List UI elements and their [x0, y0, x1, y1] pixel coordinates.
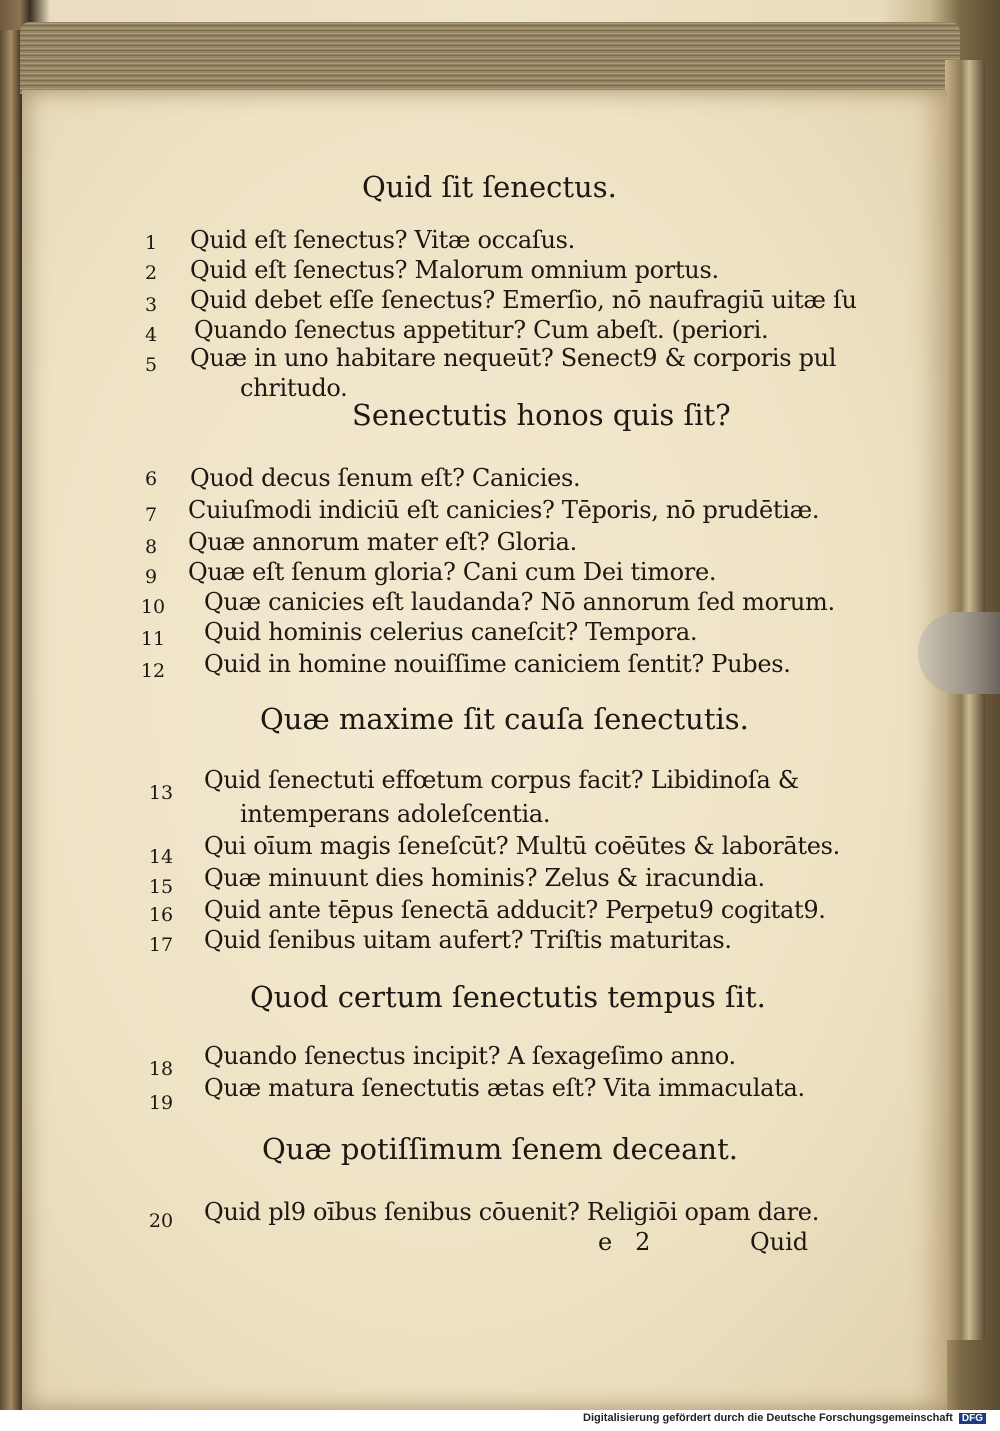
catchword: Quid [750, 1228, 809, 1256]
heading-quid-sit-senectus: Quid ſit ſenectus. [362, 170, 617, 204]
text-line: intemperans adoleſcentia. [240, 800, 551, 828]
line-number: 4 [144, 324, 158, 346]
text-line: Quod decus ſenum eſt? Canicies. [190, 464, 581, 492]
footer-credit [583, 1412, 986, 1424]
text-line: Quid hominis celerius caneſcit? Tempora. [204, 618, 698, 646]
page-clip [918, 612, 1000, 694]
text-line: Quid ſenectuti effœtum corpus facit? Libidinoſa & [204, 766, 799, 794]
line-number: 7 [144, 504, 158, 526]
text-line: Quæ matura ſenectutis ætas eſt? Vita immaculata. [204, 1074, 805, 1102]
text-line: Quid eſt ſenectus? Malorum omnium portus. [190, 256, 719, 284]
line-number: 13 [148, 782, 174, 804]
text-line: Qui oīum magis ſeneſcūt? Multū coēūtes & laborātes. [204, 832, 840, 860]
page-edges-right [945, 60, 985, 1340]
text-line: Quid debet eſſe ſenectus? Emerſio, nō naufragiū uitæ ſu [190, 286, 857, 314]
line-number: 15 [148, 876, 174, 898]
line-number: 3 [144, 294, 158, 316]
text-line: Quando ſenectus appetitur? Cum abeſt. (periori. [194, 316, 769, 344]
text-line: Quæ minuunt dies hominis? Zelus & iracundia. [204, 864, 765, 892]
line-number: 1 [144, 232, 158, 254]
line-number: 20 [148, 1210, 174, 1232]
line-number: 6 [144, 468, 158, 490]
line-number: 8 [144, 536, 158, 558]
line-number: 10 [140, 596, 166, 618]
line-number: 2 [144, 262, 158, 284]
text-line: Quæ annorum mater eſt? Gloria. [188, 528, 577, 556]
line-number: 9 [144, 566, 158, 588]
line-number: 16 [148, 904, 174, 926]
line-number: 5 [144, 354, 158, 376]
signature-mark: e 2 [598, 1228, 651, 1256]
heading-senem-deceant: Quæ potiſſimum ſenem deceant. [262, 1132, 738, 1166]
line-number: 17 [148, 934, 174, 956]
footer-credit-text: Digitalisierung gefördert durch die Deutsche Forschungsgemeinschaft [583, 1412, 953, 1424]
heading-causa-senectutis: Quæ maxime ſit cauſa ſenectutis. [260, 702, 749, 736]
text-line: Quæ in uno habitare nequeūt? Senect9 & corporis pul [190, 344, 837, 372]
line-number: 14 [148, 846, 174, 868]
text-line: Quid ante tēpus ſenectā adducit? Perpetu9 cogitat9. [204, 896, 826, 924]
text-line: chritudo. [240, 374, 348, 402]
line-number: 11 [140, 628, 166, 650]
text-line: Quæ eſt ſenum gloria? Cani cum Dei timore. [188, 558, 717, 586]
text-line: Quid pl9 oībus ſenibus cōuenit? Religiōi opam dare. [204, 1198, 820, 1226]
text-line: Quando ſenectus incipit? A ſexageſimo anno. [204, 1042, 736, 1070]
text-line: Quid in homine nouiſſime caniciem ſentit? Pubes. [204, 650, 791, 678]
line-number: 12 [140, 660, 166, 682]
text-line: Cuiuſmodi indiciū eſt canicies? Tēporis, nō prudētiæ. [188, 496, 820, 524]
text-line: Quæ canicies eſt laudanda? Nō annorum ſed morum. [204, 588, 835, 616]
facing-page-edge [0, 30, 22, 1410]
text-line: Quid ſenibus uitam aufert? Triſtis maturitas. [204, 926, 732, 954]
heading-tempus-senectutis: Quod certum ſenectutis tempus ſit. [250, 980, 766, 1014]
line-number: 18 [148, 1058, 174, 1080]
dfg-logo-icon: DFG [959, 1413, 986, 1424]
text-line: Quid eſt ſenectus? Vitæ occaſus. [190, 226, 576, 254]
heading-senectutis-honos: Senectutis honos quis ſit? [352, 398, 731, 432]
page-edges-top [20, 22, 960, 94]
line-number: 19 [148, 1092, 174, 1114]
